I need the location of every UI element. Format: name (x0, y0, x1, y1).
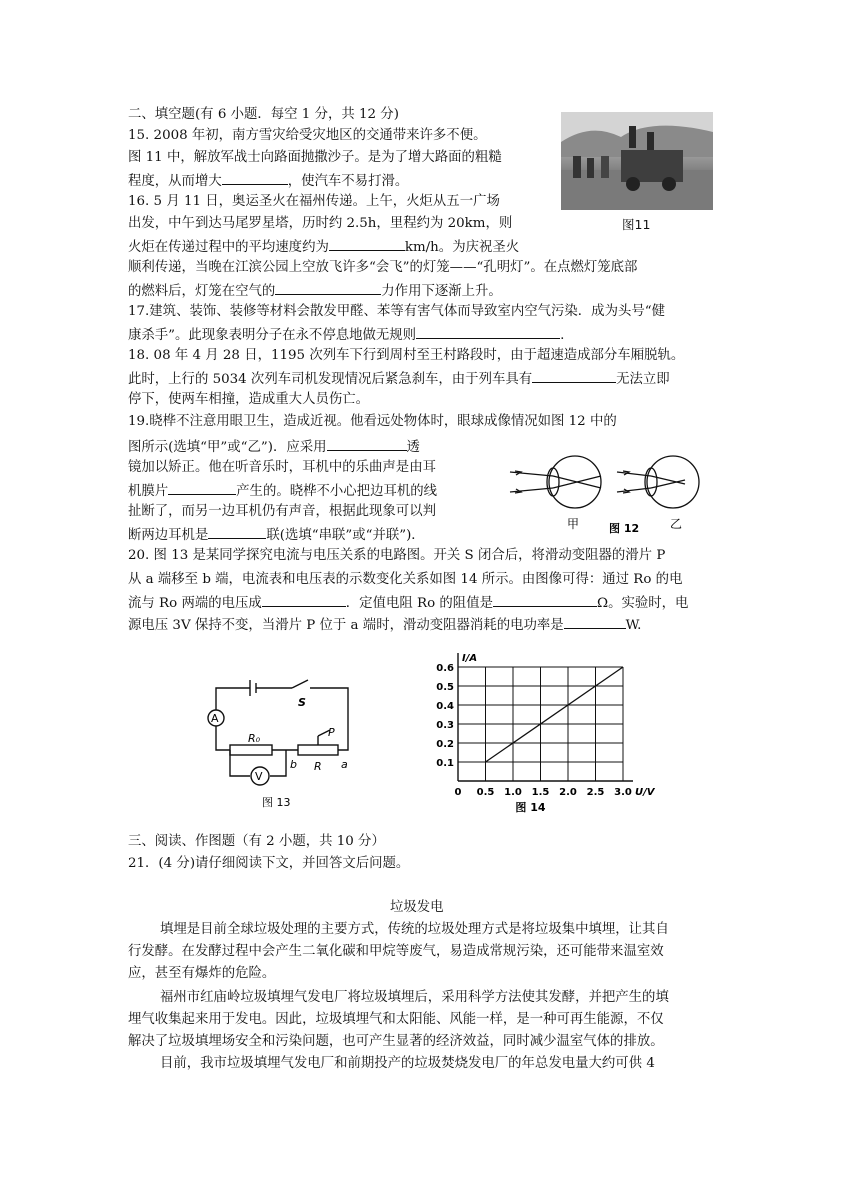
answer-blank[interactable] (532, 368, 616, 383)
q20-line1: 20. 图 13 是某同学探究电流与电压关系的电路图。开关 S 闭合后，将滑动变阻器的滑片 P (128, 548, 666, 563)
x-tick-label: 1.5 (531, 787, 550, 798)
rheostat-icon (298, 745, 338, 755)
svg-text:a: a (341, 758, 348, 771)
resistor-r0-icon (230, 745, 272, 755)
fig12-caption: 图 12 (609, 522, 640, 535)
answer-blank[interactable] (208, 524, 266, 539)
article-title: 垃圾发电 (390, 900, 444, 915)
q19-line2: 图所示(选填“甲”或“乙”)．应采用 透 (128, 436, 420, 458)
svg-text:R: R (314, 760, 322, 773)
q15-line1: 15. 2008 年初，南方雪灾给受灾地区的交通带来许多不便。 (128, 128, 487, 143)
x-tick-label: 1.0 (504, 787, 522, 798)
q19-line6: 断两边耳机是 联(选填“串联”或“并联”)． (128, 524, 425, 546)
q18-line3: 停下，使两车相撞，造成重大人员伤亡。 (128, 392, 370, 407)
q16-line3: 火炬在传递过程中的平均速度约为 km/h。为庆祝圣火 (128, 236, 519, 258)
article-line: 埋气收集起来用于发电。因此，垃圾填埋气和太阳能、风能一样，是一种可再生能源，不仅 (128, 1012, 664, 1027)
answer-blank[interactable] (262, 592, 346, 607)
article-line: 解决了垃圾填埋场安全和污染问题，也可产生显著的经济效益，同时减少温室气体的排放。 (128, 1034, 664, 1049)
x-axis-label: U/V (635, 787, 655, 798)
answer-blank[interactable] (275, 280, 381, 295)
svg-text:P: P (328, 726, 335, 739)
q19-line1: 19.晓桦不注意用眼卫生，造成近视。他看远处物体时，眼球成像情况如图 12 中的 (128, 414, 617, 429)
q15-line2: 图 11 中，解放军战士向路面抛撒沙子。是为了增大路面的粗糙 (128, 150, 502, 165)
y-tick-label: 0.5 (436, 682, 454, 693)
q17-line2: 康杀手”。此现象表明分子在永不停息地做无规则 . (128, 324, 564, 346)
fig12-eye-diagram (505, 440, 720, 540)
svg-text:A: A (211, 712, 219, 725)
y-tick-label: 0.1 (436, 758, 454, 769)
fig14-caption: 图 14 (515, 801, 546, 814)
q16-line4: 顺利传递，当晚在江滨公园上空放飞许多“会飞”的灯笼——“孔明灯”。在点燃灯笼底部 (128, 260, 638, 275)
fig12-label-jia: 甲 (567, 517, 580, 531)
x-tick-label: 3.0 (614, 787, 632, 798)
article-line: 应，甚至有爆炸的危险。 (128, 966, 276, 981)
svg-text:V: V (255, 770, 263, 783)
q16-line5: 的燃料后，灯笼在空气的 力作用下逐渐上升。 (128, 280, 502, 302)
fig13-circuit (200, 672, 360, 812)
article-line: 目前，我市垃圾填埋气发电厂和前期投产的垃圾焚烧发电厂的年总发电量大约可供 4 (160, 1056, 655, 1071)
section-heading: 二、填空题(有 6 小题．每空 1 分，共 12 分) (128, 107, 399, 122)
y-tick-label: 0.3 (436, 720, 454, 731)
answer-blank[interactable] (493, 592, 597, 607)
x-tick-label: 0 (454, 787, 462, 798)
answer-blank[interactable] (416, 324, 560, 339)
fig11-caption: 图11 (622, 217, 651, 232)
x-tick-label: 0.5 (476, 787, 495, 798)
y-axis-label: I/A (462, 653, 478, 664)
q20-line4: 源电压 3V 保持不变，当滑片 P 位于 a 端时，滑动变阻器消耗的电功率是 W. (128, 614, 641, 636)
article-line: 福州市红庙岭垃圾填埋气发电厂将垃圾填埋后，采用科学方法使其发酵，并把产生的填 (160, 990, 669, 1005)
q19-line3: 镜加以矫正。他在听音乐时，耳机中的乐曲声是由耳 (128, 460, 436, 475)
fig12-label-yi: 乙 (670, 517, 683, 531)
svg-text:R₀: R₀ (248, 732, 261, 745)
answer-blank[interactable] (564, 614, 626, 629)
answer-blank[interactable] (329, 236, 405, 251)
article-line: 填埋是目前全球垃圾处理的主要方式，传统的垃圾处理方式是将垃圾集中填埋，让其自 (160, 922, 669, 937)
answer-blank[interactable] (168, 480, 236, 495)
q20-line2: 从 a 端移至 b 端，电流表和电压表的示数变化关系如图 14 所示。由图像可得：通过 Ro 的电 (128, 572, 683, 587)
q16-line1: 16. 5 月 11 日，奥运圣火在福州传递。上午，火炬从五一广场 (128, 194, 500, 209)
y-tick-label: 0.2 (436, 739, 454, 750)
y-tick-label: 0.4 (436, 701, 454, 712)
answer-blank[interactable] (222, 170, 288, 185)
q20-line3: 流与 Ro 两端的电压成 ．定值电阻 Ro 的阻值是 Ω。实验时，电 (128, 592, 688, 614)
x-tick-label: 2.0 (559, 787, 577, 798)
fig14-chart (430, 640, 660, 820)
q19-line4: 机膜片 产生的。晓桦不小心把边耳机的线 (128, 480, 437, 502)
snow-road-photo (561, 112, 713, 210)
answer-blank[interactable] (327, 436, 407, 451)
svg-text:b: b (290, 758, 297, 771)
article-line: 行发酵。在发酵过程中会产生二氧化碳和甲烷等废气，易造成常规污染，还可能带来温室效 (128, 944, 664, 959)
q21-prompt: 21．(4 分)请仔细阅读下文，并回答文后问题。 (128, 856, 410, 871)
q17-line1: 17.建筑、装饰、装修等材料会散发甲醛、苯等有害气体而导致室内空气污染．成为头号“健 (128, 304, 665, 319)
q18-line1: 18. 08 年 4 月 28 日，1195 次列车下行到周村至王村路段时，由于超速造成部分车厢脱轨。 (128, 348, 685, 363)
fig13-caption: 图 13 (262, 796, 291, 809)
eye-jia (510, 456, 601, 508)
series-line (486, 667, 624, 762)
q18-line2: 此时，上行的 5034 次列车司机发现情况后紧急刹车，由于列车具有 无法立即 (128, 368, 670, 390)
eye-yi (617, 456, 699, 508)
x-tick-label: 2.5 (586, 787, 605, 798)
q15-line3: 程度，从而增大 ，使汽车不易打滑。 (128, 170, 408, 192)
q19-line5: 扯断了，而另一边耳机仍有声音，根据此现象可以判 (128, 504, 436, 519)
svg-text:S: S (298, 696, 306, 709)
q16-line2: 出发，中午到达马尾罗星塔，历时约 2.5h，里程约为 20km，则 (128, 216, 513, 231)
y-tick-label: 0.6 (436, 663, 454, 674)
section3-heading: 三、阅读、作图题（有 2 小题，共 10 分） (128, 834, 385, 849)
